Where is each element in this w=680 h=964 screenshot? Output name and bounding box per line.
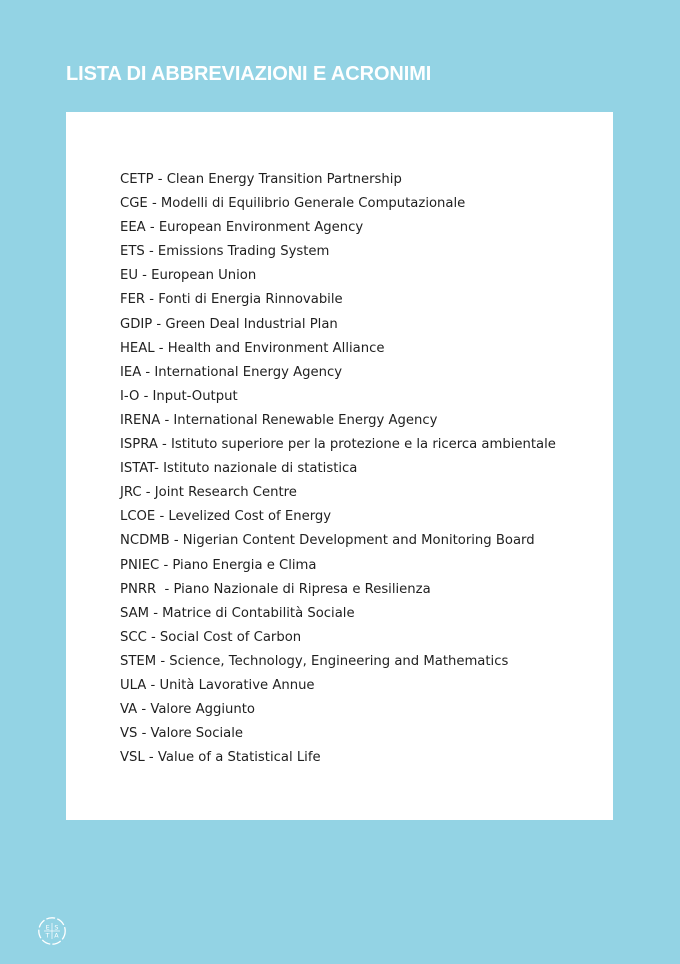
abbreviation-item: VSL - Value of a Statistical Life [120,750,321,766]
abbreviation-item: LCOE - Levelized Cost of Energy [120,509,332,525]
abbreviation-item: PNRR - Piano Nazionale di Ripresa e Resilienza [120,581,431,597]
svg-text:A: A [54,931,59,940]
abbreviation-item: SAM - Matrice di Contabilità Sociale [120,605,355,621]
abbreviation-item: ULA - Unità Lavorative Annue [120,677,315,693]
abbreviation-item: NCDMB - Nigerian Content Development and Monitoring Board [120,533,535,549]
abbreviation-item: VS - Valore Sociale [120,726,243,742]
svg-text:E: E [45,923,50,932]
abbreviation-item: CETP - Clean Energy Transition Partnership [120,172,402,187]
abbreviation-item: I-O - Input-Output [120,388,238,404]
abbreviation-item: VA - Valore Aggiunto [120,702,255,718]
abbreviations-list [120,168,556,770]
esta-logo-icon [37,916,67,946]
abbreviation-item: GDIP - Green Deal Industrial Plan [120,316,338,332]
abbreviation-item: ISPRA - Istituto superiore per la protezione e la ricerca ambientale [120,437,556,453]
abbreviation-item: JRC - Joint Research Centre [120,485,297,501]
abbreviation-item: FER - Fonti di Energia Rinnovabile [120,292,343,308]
abbreviation-item: EU - European Union [120,268,257,284]
abbreviation-item: ISTAT- Istituto nazionale di statistica [120,461,358,477]
svg-text:S: S [54,923,59,932]
abbreviation-item: STEM - Science, Technology, Engineering and Mathematics [120,653,509,669]
abbreviation-item: IRENA - International Renewable Energy Agency [120,412,438,428]
abbreviation-item: IEA - International Energy Agency [120,364,343,380]
abbreviation-item: PNIEC - Piano Energia e Clima [120,557,317,573]
abbreviation-item: CGE - Modelli di Equilibrio Generale Computazionale [120,196,466,212]
page-title: LISTA DI ABBREVIAZIONI E ACRONIMI [66,63,432,85]
abbreviation-item: EEA - European Environment Agency [120,220,364,236]
abbreviations-card [66,112,613,820]
svg-text:T: T [45,931,50,940]
abbreviation-item: SCC - Social Cost of Carbon [120,629,302,645]
abbreviation-item: HEAL - Health and Environment Alliance [120,340,385,356]
abbreviation-item: ETS - Emissions Trading System [120,244,330,260]
